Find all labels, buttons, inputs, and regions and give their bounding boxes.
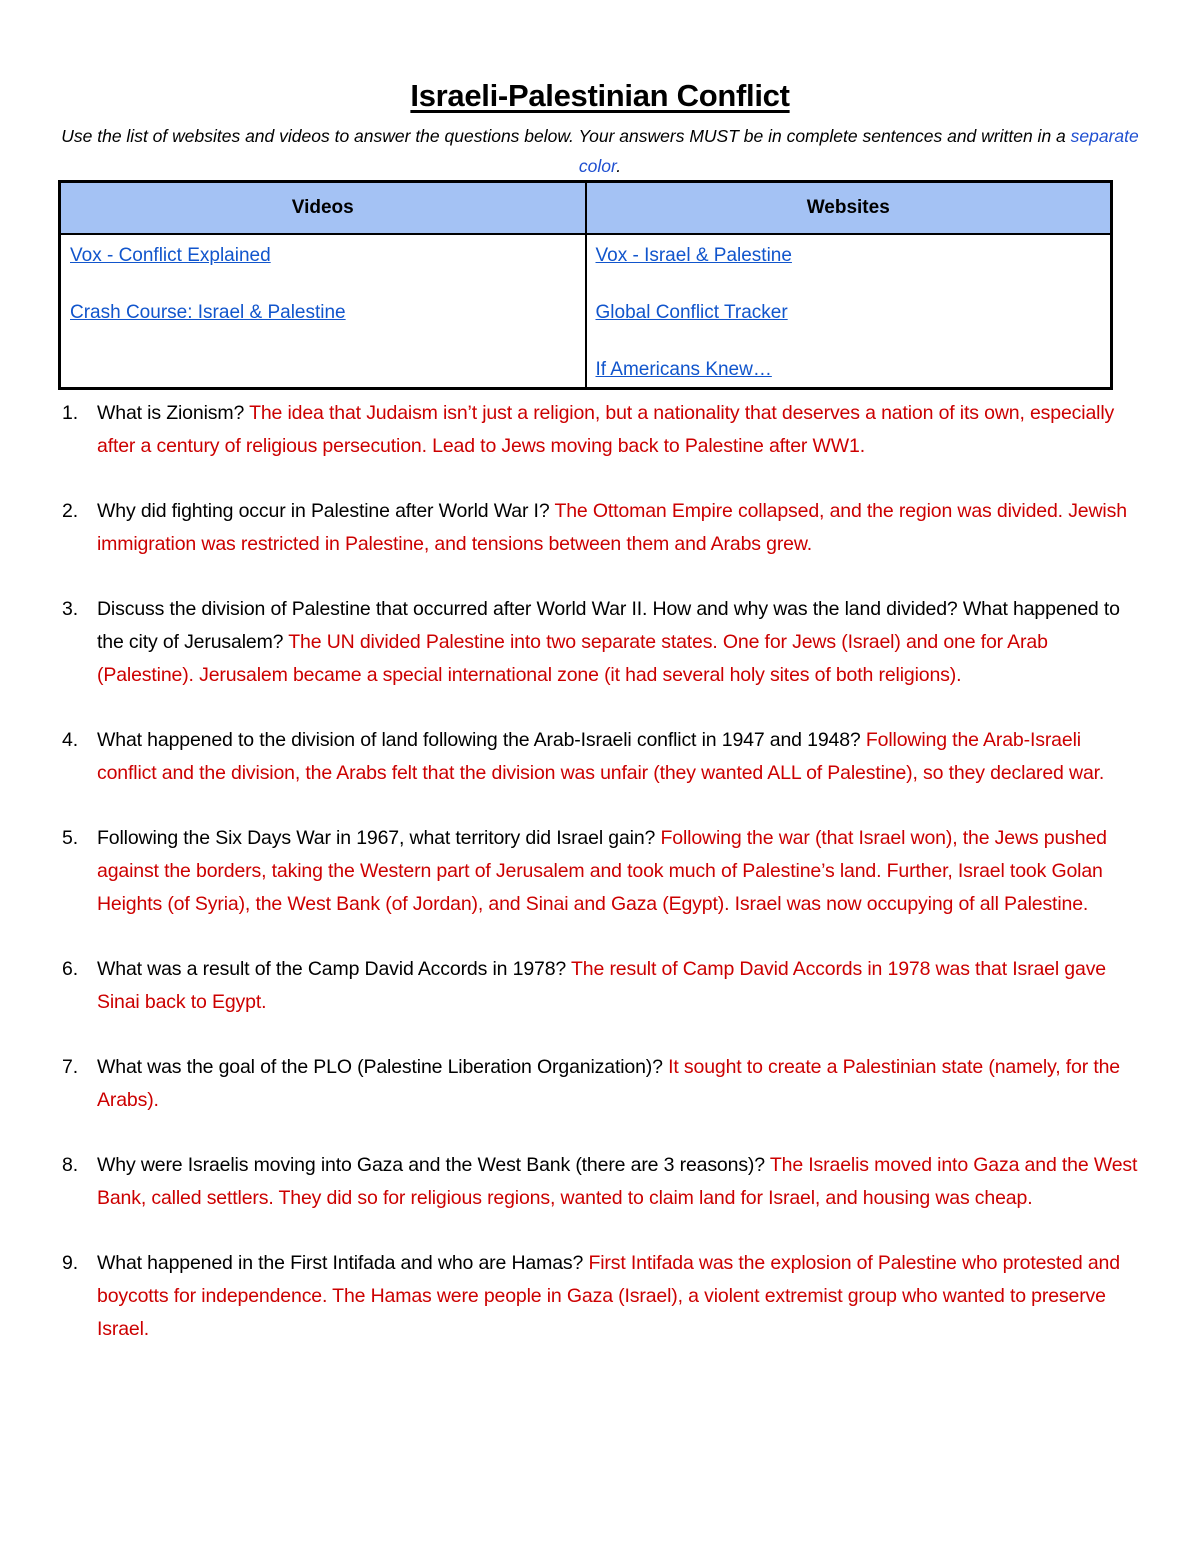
question-text: What happened to the division of land following the Arab-Israeli conflict in 1947 and 1948?	[97, 729, 866, 751]
question-text: What happened in the First Intifada and who are Hamas?	[97, 1252, 589, 1274]
instructions-colored-text: separate color	[578, 126, 1139, 176]
websites-cell	[586, 234, 1112, 389]
question-number: 3.	[62, 598, 78, 620]
answer-text: The UN divided Palestine into two separate states. One for Jews (Israel) and one for Arab (Palestine). Jerusalem became a special international zone (it had several holy sites of both religions).	[97, 631, 1048, 686]
list-item	[58, 1247, 1143, 1346]
answer-text: First Intifada was the explosion of Palestine who protested and boycotts for independence. The Hamas were people in Gaza (Israel), a violent extremist group who wanted to preserve Israel.	[97, 1252, 1120, 1340]
question-number: 7.	[62, 1056, 78, 1078]
question-text: Discuss the division of Palestine that occurred after World War II. How and why was the land divided? What happened to the city of Jerusalem?	[97, 598, 1120, 653]
answer-text: The result of Camp David Accords in 1978 was that Israel gave Sinai back to Egypt.	[97, 958, 1106, 1013]
question-text: What was the goal of the PLO (Palestine Liberation Organization)?	[97, 1056, 669, 1078]
answer-text: Following the Arab-Israeli conflict and the division, the Arabs felt that the division was unfair (they wanted ALL of Palestine), so they declared war.	[97, 729, 1105, 784]
question-text: Following the Six Days War in 1967, what territory did Israel gain?	[97, 827, 661, 849]
answer-text: It sought to create a Palestinian state (namely, for the Arabs).	[97, 1056, 1121, 1111]
question-text: Why were Israelis moving into Gaza and the West Bank (there are 3 reasons)?	[97, 1154, 770, 1176]
question-number: 8.	[62, 1154, 78, 1176]
website-link-global-conflict-tracker[interactable]: Global Conflict Tracker	[595, 302, 788, 323]
list-item	[58, 822, 1143, 921]
video-link-vox[interactable]: Vox - Conflict Explained	[70, 245, 271, 266]
question-text: What was a result of the Camp David Accords in 1978?	[97, 958, 572, 980]
question-number: 2.	[62, 500, 78, 522]
list-item	[58, 397, 1143, 463]
list-item	[58, 593, 1143, 692]
list-item	[58, 495, 1143, 561]
websites-header: Websites	[586, 182, 1112, 235]
video-link-crash-course[interactable]: Crash Course: Israel & Palestine	[70, 302, 346, 323]
instructions-text: Use the list of websites and videos to answer the questions below. Your answers MUST be in complete sentences and written in a	[61, 126, 1071, 146]
question-list	[58, 397, 1143, 1378]
resources-table	[58, 180, 1113, 390]
instructions	[60, 121, 1140, 181]
website-link-if-americans-knew[interactable]: If Americans Knew…	[595, 359, 772, 380]
question-number: 4.	[62, 729, 78, 751]
list-item	[58, 953, 1143, 1019]
list-item	[58, 1051, 1143, 1117]
resources-header-row	[60, 182, 1112, 235]
question-number: 9.	[62, 1252, 78, 1274]
list-item	[58, 1149, 1143, 1215]
document-title: Israeli-Palestinian Conflict	[410, 78, 790, 113]
videos-cell	[60, 234, 586, 389]
resources-links-row	[60, 234, 1112, 389]
question-text: Why did fighting occur in Palestine after World War I?	[97, 500, 555, 522]
question-number: 5.	[62, 827, 78, 849]
question-text: What is Zionism?	[97, 402, 250, 424]
website-link-vox[interactable]: Vox - Israel & Palestine	[595, 245, 792, 266]
videos-header: Videos	[60, 182, 586, 235]
answer-text: Following the war (that Israel won), the Jews pushed against the borders, taking the Western part of Jerusalem and took much of Palestine’s land. Further, Israel took Golan Heights (of Syria), the West Bank (of Jordan), and Sinai and Gaza (Egypt). Israel was now occupying of all Palestine.	[97, 827, 1107, 915]
question-number: 6.	[62, 958, 78, 980]
answer-text: The Ottoman Empire collapsed, and the region was divided. Jewish immigration was restricted in Palestine, and tensions between them and Arabs grew.	[97, 500, 1127, 555]
answer-text: The Israelis moved into Gaza and the West Bank, called settlers. They did so for religious regions, wanted to claim land for Israel, and housing was cheap.	[97, 1154, 1138, 1209]
instructions-end: .	[616, 156, 622, 176]
question-number: 1.	[62, 402, 78, 424]
answer-text: The idea that Judaism isn’t just a religion, but a nationality that deserves a nation of its own, especially after a century of religious persecution. Lead to Jews moving back to Palestine after WW1.	[97, 402, 1115, 457]
list-item	[58, 724, 1143, 790]
